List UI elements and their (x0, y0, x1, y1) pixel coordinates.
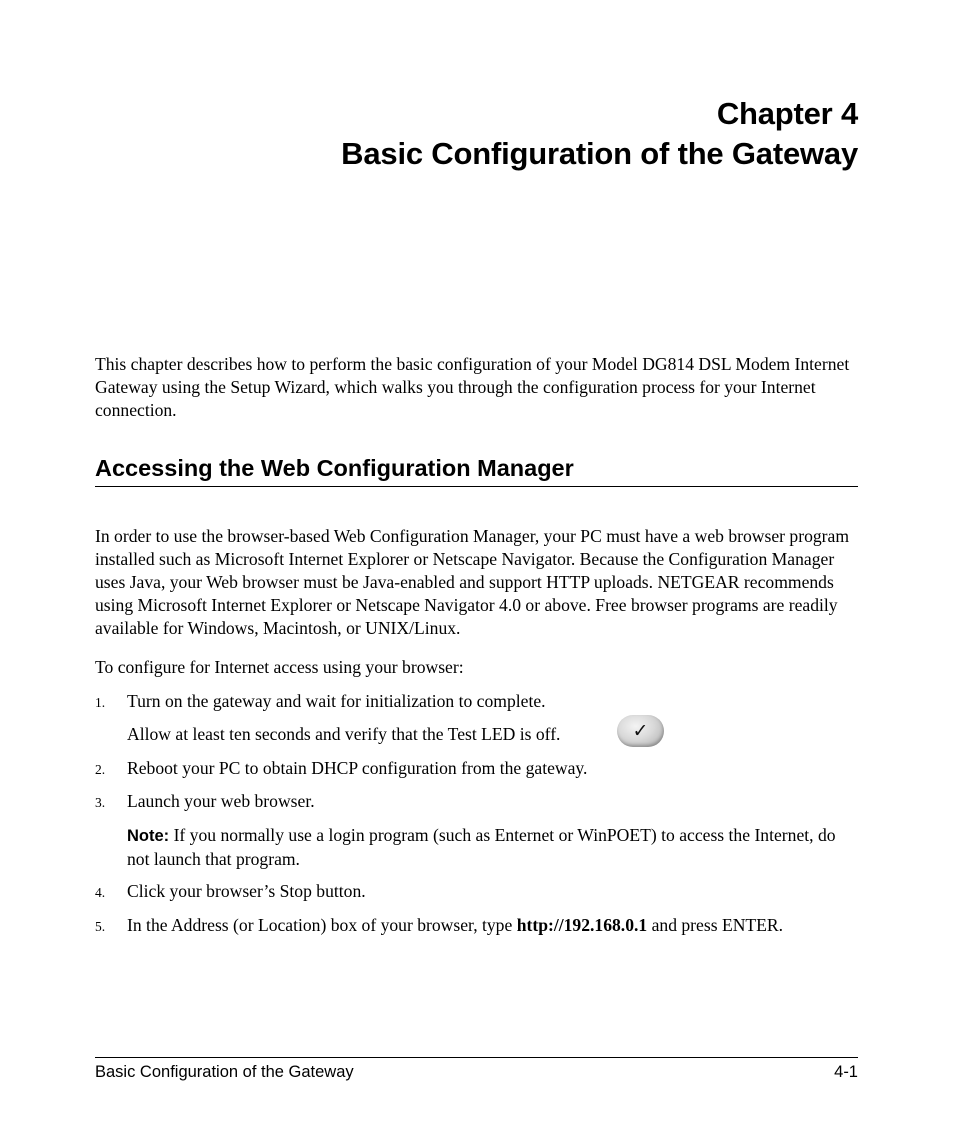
step-text-after: and press ENTER. (647, 915, 784, 935)
section-paragraph-configure: To configure for Internet access using your browser: (95, 657, 464, 677)
checkmark-led-icon: ✓ (617, 715, 664, 747)
step-text: Reboot your PC to obtain DHCP configuration from the gateway. (127, 758, 588, 778)
chapter-number: Chapter 4 (716, 96, 858, 131)
note (127, 824, 862, 871)
step-text: Turn on the gateway and wait for initialization to complete. (127, 691, 546, 711)
step-number: 2. (95, 762, 106, 777)
chapter-title (341, 94, 858, 174)
step-number: 1. (95, 695, 106, 710)
step-number: 4. (95, 885, 106, 900)
step-number: 5. (95, 919, 106, 934)
section-paragraph-browser: In order to use the browser-based Web Configuration Manager, your PC must have a web browser program installed such as Microsoft Internet Explorer or Netscape Navigator. Because the Configuration Manager uses Java, your Web browser must be Java-enabled and support HTTP uploads. NETGEAR recommends using Microsoft Internet Explorer or Netscape Navigator 4.0 or above. Free browser programs are readily available for Windows, Macintosh, or UNIX/Linux. (95, 526, 850, 638)
step-text: Launch your web browser. (127, 791, 315, 811)
intro-paragraph: This chapter describes how to perform the basic configuration of your Model DG814 DSL Modem Internet Gateway using the Setup Wizard, which walks you through the configuration process for your Internet connection. (95, 354, 850, 420)
gateway-url: http://192.168.0.1 (516, 915, 648, 935)
page-number: 4-1 (834, 1063, 858, 1081)
step-number: 3. (95, 795, 106, 810)
chapter-name: Basic Configuration of the Gateway (341, 136, 858, 171)
step-text: Click your browser’s Stop button. (127, 881, 366, 901)
step-text-before: In the Address (or Location) box of your browser, type (127, 915, 517, 935)
step-subtext: Allow at least ten seconds and verify that the Test LED is off. (127, 724, 561, 744)
step-text (127, 914, 783, 937)
footer-rule (95, 1057, 858, 1058)
section-heading: Accessing the Web Configuration Manager (95, 453, 858, 487)
note-text: If you normally use a login program (such as Enternet or WinPOET) to access the Internet, do not launch that program. (127, 825, 836, 869)
note-label: Note: (127, 827, 170, 845)
footer-title: Basic Configuration of the Gateway (95, 1063, 354, 1081)
